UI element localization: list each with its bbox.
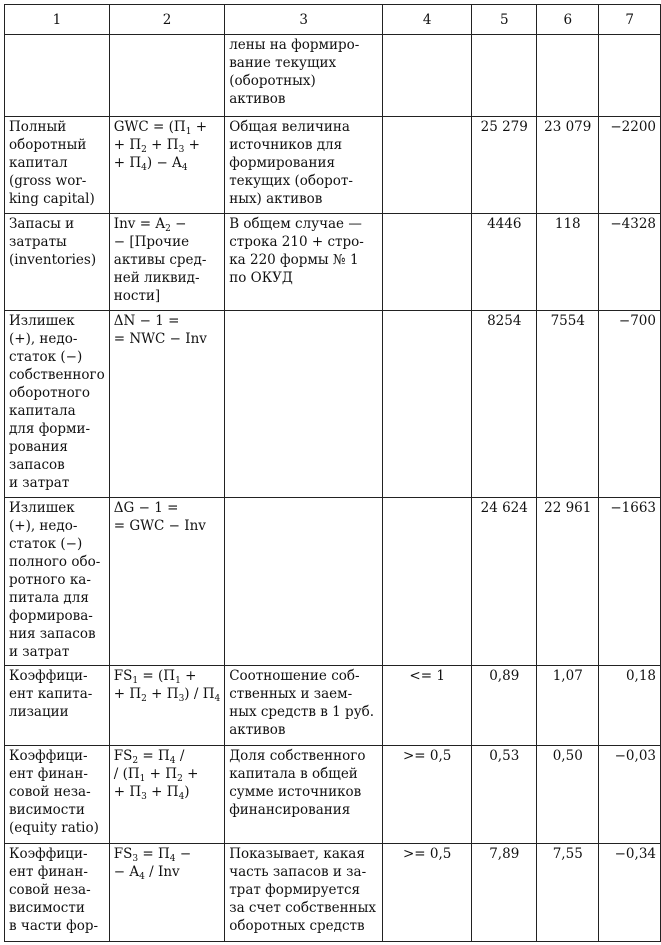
formula-cell-line: Inv = $A_2$ − <box>113 216 187 234</box>
description-cell-line: Показывает, какая <box>229 846 365 862</box>
formula-cell <box>109 844 224 942</box>
indicator-name-cell-line: статок (−) <box>9 536 83 552</box>
formula-cell-line: = GWC − Inv <box>113 518 206 534</box>
indicator-name-cell <box>5 746 110 844</box>
indicator-name-cell-line: Запасы и <box>9 216 75 232</box>
formula-cell-line: + $П_4) - A_4$ <box>113 155 188 173</box>
col-header-4: 4 <box>383 5 472 35</box>
value-col7-cell: −4328 <box>599 214 661 311</box>
description-cell-line: капитала в общей <box>229 766 358 782</box>
description-cell-line: Соотношение соб- <box>229 668 360 684</box>
description-cell-line: Общая величина <box>229 119 350 135</box>
indicator-name-cell-line: и затрат <box>9 475 70 491</box>
indicator-name-cell-line: совой неза- <box>9 784 91 800</box>
value-col6-cell: 1,07 <box>537 666 599 746</box>
value-col7-cell: −2200 <box>599 117 661 214</box>
indicator-name-cell-line: формирова- <box>9 608 93 624</box>
formula-cell-line: ности] <box>113 288 161 304</box>
formula-cell-line: + $П_3 + П_4$) <box>113 784 190 802</box>
indicator-name-cell-line: ент финан- <box>9 766 88 782</box>
value-col5-cell: 4446 <box>472 214 537 311</box>
description-cell-line: оборотных средств <box>229 918 365 934</box>
value-col6-cell <box>537 35 599 117</box>
indicator-name-cell <box>5 117 110 214</box>
table-row <box>5 214 661 311</box>
value-col7-cell: −0,03 <box>599 746 661 844</box>
indicator-name-cell-line: ент финан- <box>9 864 88 880</box>
norm-cell <box>383 214 472 311</box>
indicator-name-cell-line: (equity ratio) <box>9 820 99 836</box>
indicator-name-cell-line: и затрат <box>9 644 70 660</box>
col-header-7: 7 <box>599 5 661 35</box>
col-header-1: 1 <box>5 5 110 35</box>
formula-cell <box>109 498 224 666</box>
col-header-6: 6 <box>537 5 599 35</box>
indicator-name-cell-line: для форми- <box>9 421 91 437</box>
description-cell <box>225 214 383 311</box>
indicator-name-cell-line: затраты <box>9 234 67 250</box>
description-cell-line: формирования <box>229 155 335 171</box>
formula-cell-line: + $П_2 + П_3) / П_4$ <box>113 686 221 704</box>
table-row <box>5 117 661 214</box>
formula-cell-line: GWC = ($П_1$ + <box>113 119 208 137</box>
indicator-name-cell-line: Излишек <box>9 500 75 516</box>
indicator-name-cell-line: Полный <box>9 119 67 135</box>
indicator-name-cell <box>5 498 110 666</box>
description-cell <box>225 311 383 498</box>
financial-ratios-table <box>4 4 661 942</box>
description-cell-line: В общем случае — <box>229 216 362 232</box>
indicator-name-cell-line: Коэффици- <box>9 748 88 764</box>
indicator-name-cell-line: собственного <box>9 367 105 383</box>
norm-cell <box>383 117 472 214</box>
description-cell <box>225 746 383 844</box>
value-col6-cell: 118 <box>537 214 599 311</box>
formula-cell <box>109 35 224 117</box>
description-cell-line: текущих (оборот- <box>229 173 353 189</box>
formula-cell-line: ΔN − 1 = <box>113 313 180 329</box>
indicator-name-cell-line: (+), недо- <box>9 518 78 534</box>
indicator-name-cell-line: оборотного <box>9 385 90 401</box>
formula-cell <box>109 214 224 311</box>
table-row <box>5 498 661 666</box>
indicator-name-cell-line: Коэффици- <box>9 668 88 684</box>
value-col6-cell: 7,55 <box>537 844 599 942</box>
indicator-name-cell <box>5 666 110 746</box>
indicator-name-cell <box>5 35 110 117</box>
formula-cell <box>109 666 224 746</box>
indicator-name-cell <box>5 214 110 311</box>
indicator-name-cell-line: ент капита- <box>9 686 93 702</box>
description-cell-line: ка 220 формы № 1 <box>229 252 359 268</box>
description-cell-line: активов <box>229 722 286 738</box>
table-row <box>5 35 661 117</box>
indicator-name-cell-line: запасов <box>9 457 65 473</box>
description-cell <box>225 498 383 666</box>
value-col7-cell: −1663 <box>599 498 661 666</box>
indicator-name-cell-line: ния запасов <box>9 626 96 642</box>
indicator-name-cell-line: полного обо- <box>9 554 101 570</box>
description-cell-line: ных) активов <box>229 191 323 207</box>
value-col6-cell: 22 961 <box>537 498 599 666</box>
indicator-name-cell-line: лизации <box>9 704 69 720</box>
value-col7-cell <box>599 35 661 117</box>
description-cell-line: вание текущих <box>229 55 337 71</box>
formula-cell-line: − $A_4$ / Inv <box>113 864 180 882</box>
indicator-name-cell <box>5 311 110 498</box>
description-cell <box>225 666 383 746</box>
col-header-3: 3 <box>225 5 383 35</box>
description-cell-line: ных средств в 1 руб. <box>229 704 375 720</box>
value-col5-cell: 7,89 <box>472 844 537 942</box>
formula-cell-line: / ($П_1 + П_2$ + <box>113 766 199 784</box>
formula-cell-line: $FS_2 = П_4$ / <box>113 748 185 766</box>
indicator-name-cell-line: (gross wor- <box>9 173 87 189</box>
norm-cell <box>383 498 472 666</box>
table-row <box>5 666 661 746</box>
formula-cell-line: ней ликвид- <box>113 270 200 286</box>
description-cell-line: строка 210 + стро- <box>229 234 364 250</box>
indicator-name-cell-line: ротного ка- <box>9 572 91 588</box>
description-cell-line: (оборотных) <box>229 73 316 89</box>
indicator-name-cell-line: совой неза- <box>9 882 91 898</box>
description-cell <box>225 844 383 942</box>
value-col6-cell: 0,50 <box>537 746 599 844</box>
value-col5-cell <box>472 35 537 117</box>
indicator-name-cell-line: статок (−) <box>9 349 83 365</box>
indicator-name-cell-line: висимости <box>9 802 85 818</box>
value-col5-cell: 25 279 <box>472 117 537 214</box>
indicator-name-cell-line: висимости <box>9 900 85 916</box>
description-cell-line: часть запасов и за- <box>229 864 367 880</box>
col-header-2: 2 <box>109 5 224 35</box>
formula-cell-line: $FS_1 = (П_1$ + <box>113 668 197 686</box>
description-cell-line: сумме источников <box>229 784 362 800</box>
indicator-name-cell-line: Коэффици- <box>9 846 88 862</box>
formula-cell-line: активы сред- <box>113 252 207 268</box>
value-col5-cell: 0,53 <box>472 746 537 844</box>
indicator-name-cell-line: капитал <box>9 155 68 171</box>
indicator-name-cell-line: капитала <box>9 403 76 419</box>
indicator-name-cell-line: в части фор- <box>9 918 99 934</box>
value-col7-cell: −700 <box>599 311 661 498</box>
norm-cell <box>383 311 472 498</box>
formula-cell <box>109 746 224 844</box>
description-cell-line: Доля собственного <box>229 748 366 764</box>
value-col5-cell: 8254 <box>472 311 537 498</box>
value-col5-cell: 24 624 <box>472 498 537 666</box>
formula-cell-line: − [Прочие <box>113 234 190 250</box>
value-col6-cell: 7554 <box>537 311 599 498</box>
indicator-name-cell-line: (+), недо- <box>9 331 78 347</box>
indicator-name-cell-line: рования <box>9 439 68 455</box>
indicator-name-cell-line: питала для <box>9 590 89 606</box>
table-row <box>5 844 661 942</box>
formula-cell <box>109 311 224 498</box>
table-row <box>5 311 661 498</box>
description-cell-line: трат формируется <box>229 882 361 898</box>
value-col7-cell: −0,34 <box>599 844 661 942</box>
description-cell-line: источников для <box>229 137 343 153</box>
value-col7-cell: 0,18 <box>599 666 661 746</box>
norm-cell: <= 1 <box>383 666 472 746</box>
col-header-5: 5 <box>472 5 537 35</box>
formula-cell-line: = NWC − Inv <box>113 331 207 347</box>
formula-cell-line: + $П_2 + П_3$ + <box>113 137 200 155</box>
description-cell <box>225 117 383 214</box>
description-cell-line: по ОКУД <box>229 270 293 286</box>
table-row <box>5 746 661 844</box>
formula-cell-line: ΔG − 1 = <box>113 500 179 516</box>
formula-cell <box>109 117 224 214</box>
description-cell-line: финансирования <box>229 802 351 818</box>
description-cell-line: за счет собственных <box>229 900 376 916</box>
norm-cell: >= 0,5 <box>383 844 472 942</box>
indicator-name-cell-line: (inventories) <box>9 252 97 268</box>
indicator-name-cell-line: king capital) <box>9 191 95 207</box>
description-cell-line: лены на формиро- <box>229 37 360 53</box>
value-col5-cell: 0,89 <box>472 666 537 746</box>
norm-cell <box>383 35 472 117</box>
header-row <box>5 5 661 35</box>
indicator-name-cell-line: оборотный <box>9 137 87 153</box>
value-col6-cell: 23 079 <box>537 117 599 214</box>
description-cell <box>225 35 383 117</box>
description-cell-line: ственных и заем- <box>229 686 353 702</box>
norm-cell: >= 0,5 <box>383 746 472 844</box>
formula-cell-line: $FS_3 = П_4$ − <box>113 846 192 864</box>
description-cell-line: активов <box>229 91 286 107</box>
indicator-name-cell <box>5 844 110 942</box>
indicator-name-cell-line: Излишек <box>9 313 75 329</box>
